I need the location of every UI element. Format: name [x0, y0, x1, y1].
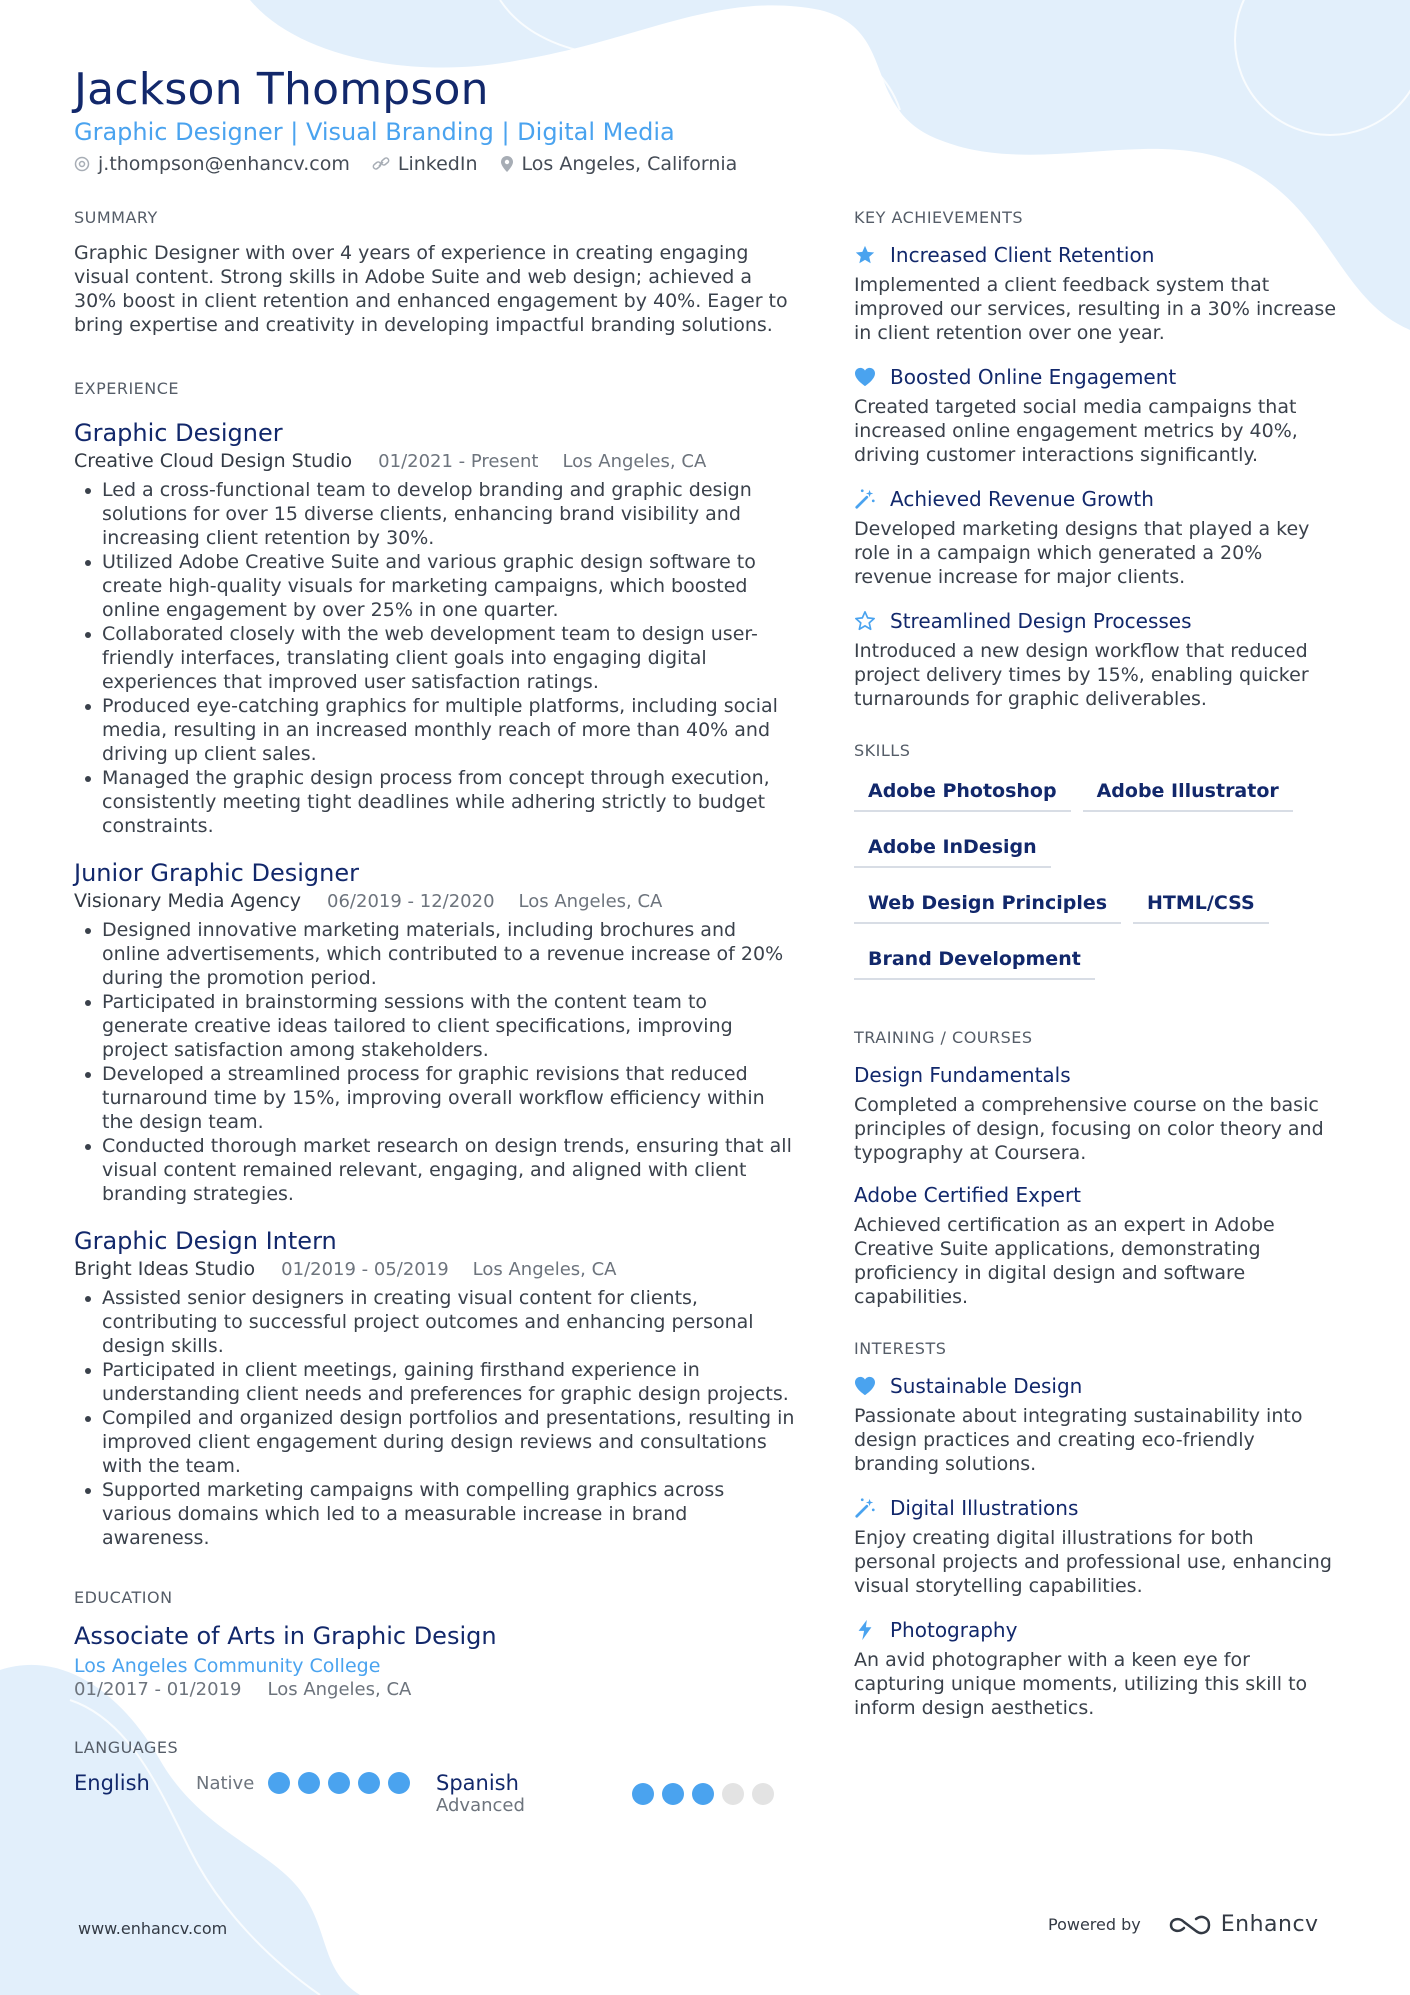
bullet-item: Collaborated closely with the web development team to design user-friendly interfaces, translating client goals into engaging digital experiences that improved user satisfaction ratings.	[74, 622, 798, 694]
link-icon	[372, 156, 390, 172]
achievement-text: Created targeted social media campaigns that increased online engagement metrics by 40%, driving customer interactions significantly.	[854, 396, 1298, 466]
languages-section	[74, 1738, 798, 1816]
bullet-item: Managed the graphic design process from concept through execution, consistently meeting tight deadlines while adhering strictly to budget constraints.	[74, 766, 798, 838]
interest-item	[854, 1616, 1340, 1720]
course-title: Design Fundamentals	[854, 1063, 1071, 1087]
interest-title: Digital Illustrations	[890, 1496, 1079, 1520]
rating-dot-empty	[722, 1783, 744, 1805]
at-icon	[74, 156, 90, 172]
brand-name: Enhancv	[1220, 1912, 1319, 1937]
interest-title: Sustainable Design	[890, 1374, 1083, 1398]
course-item	[854, 1181, 1340, 1309]
bullet-item: Designed innovative marketing materials, including brochures and online advertisements, which contributed to a revenue increase of 20% during the promotion period.	[74, 918, 798, 990]
education-dates: 01/2017 - 01/2019	[74, 1679, 242, 1700]
rating-dot-filled	[692, 1783, 714, 1805]
achievement-title: Boosted Online Engagement	[890, 365, 1177, 389]
skill-tag: Web Design Principles	[854, 886, 1121, 924]
section-title: INTERESTS	[854, 1339, 947, 1358]
rating-dot-filled	[388, 1772, 410, 1794]
degree-title: Associate of Arts in Graphic Design	[74, 1622, 497, 1650]
summary-text: Graphic Designer with over 4 years of experience in creating engaging visual content. Strong skills in Adobe Suite and web design; achieved a 30% boost in client retention and enhanced engagement by 40%. Eager to bring expertise and creativity in developing impactful branding solutions.	[74, 242, 788, 336]
star-outline-icon	[854, 610, 876, 632]
enhancv-logo-icon	[1167, 1913, 1213, 1937]
bullet-item: Utilized Adobe Creative Suite and various graphic design software to create high-quality visuals for marketing campaigns, which boosted online engagement by over 25% in one quarter.	[74, 550, 798, 622]
skill-tag: Brand Development	[854, 942, 1095, 980]
job-title: Graphic Designer	[74, 419, 283, 447]
job-title: Graphic Design Intern	[74, 1227, 337, 1255]
section-title: SKILLS	[854, 741, 911, 760]
bullet-item: Participated in brainstorming sessions with the content team to generate creative ideas tailored to client specifications, improving project satisfaction among stakeholders.	[74, 990, 798, 1062]
interest-text: Passionate about integrating sustainability into design practices and creating eco-friendly branding solutions.	[854, 1405, 1303, 1475]
company-name: Visionary Media Agency	[74, 890, 302, 912]
achievement-text: Introduced a new design workflow that reduced project delivery times by 15%, enabling quicker turnarounds for graphic deliverables.	[854, 640, 1309, 710]
job-title: Junior Graphic Designer	[74, 859, 359, 887]
rating-dot-filled	[268, 1772, 290, 1794]
bullet-item: Developed a streamlined process for graphic revisions that reduced turnaround time by 15%, improving overall workflow efficiency within the design team.	[74, 1062, 798, 1134]
achievement-item	[854, 607, 1340, 711]
headline: Graphic Designer | Visual Branding | Digital Media	[74, 118, 675, 146]
rating-dot-filled	[632, 1783, 654, 1805]
achievement-text: Implemented a client feedback system that improved our services, resulting in a 30% increase in client retention over one year.	[854, 274, 1337, 344]
course-text: Achieved certification as an expert in Adobe Creative Suite applications, demonstrating proficiency in digital design and software capabilities.	[854, 1214, 1275, 1308]
education-location: Los Angeles, CA	[267, 1679, 412, 1700]
section-title: EDUCATION	[74, 1588, 173, 1607]
language-level: Native	[196, 1772, 255, 1794]
company-name: Bright Ideas Studio	[74, 1258, 256, 1280]
bullet-item: Conducted thorough market research on design trends, ensuring that all visual content remained relevant, engaging, and aligned with client branding strategies.	[74, 1134, 798, 1206]
company-name: Creative Cloud Design Studio	[74, 450, 353, 472]
achievement-title: Increased Client Retention	[890, 243, 1155, 267]
language-item	[436, 1771, 798, 1816]
job-dates: 01/2019 - 05/2019	[281, 1259, 449, 1280]
contact-row	[74, 153, 759, 175]
language-name: English	[74, 1771, 150, 1795]
section-title: TRAINING / COURSES	[854, 1028, 1033, 1047]
experience-entry	[74, 1226, 798, 1550]
footer-website[interactable]: www.enhancv.com	[78, 1919, 228, 1938]
achievement-item	[854, 241, 1340, 345]
achievements-section	[854, 208, 1340, 711]
interest-title: Photography	[890, 1618, 1018, 1642]
achievement-text: Developed marketing designs that played a key role in a campaign which generated a 20% revenue increase for major clients.	[854, 518, 1310, 588]
bullet-item: Compiled and organized design portfolios and presentations, resulting in improved client engagement during design reviews and consultations with the team.	[74, 1406, 798, 1478]
section-title: LANGUAGES	[74, 1738, 179, 1757]
course-text: Completed a comprehensive course on the basic principles of design, focusing on color theory and typography at Coursera.	[854, 1094, 1324, 1164]
heart-icon	[854, 367, 876, 387]
linkedin-text: LinkedIn	[397, 153, 478, 175]
interest-text: Enjoy creating digital illustrations for both personal projects and professional use, enhancing visual storytelling capabilities.	[854, 1527, 1332, 1597]
language-rating	[268, 1772, 418, 1794]
interest-item	[854, 1494, 1340, 1598]
powered-by-label: Powered by	[1048, 1915, 1141, 1934]
lightning-icon	[854, 1619, 876, 1641]
education-section	[74, 1588, 798, 1700]
interest-item	[854, 1372, 1340, 1476]
rating-dot-filled	[328, 1772, 350, 1794]
experience-entry	[74, 418, 798, 838]
job-location: Los Angeles, CA	[472, 1259, 617, 1280]
left-column	[74, 208, 798, 1816]
achievement-item	[854, 363, 1340, 467]
job-location: Los Angeles, CA	[518, 891, 663, 912]
candidate-name: Jackson Thompson	[74, 64, 489, 115]
bullet-item: Led a cross-functional team to develop branding and graphic design solutions for over 15 diverse clients, enhancing brand visibility and increasing client retention by 30%.	[74, 478, 798, 550]
experience-entry	[74, 858, 798, 1206]
heart-icon	[854, 1376, 876, 1396]
achievement-title: Streamlined Design Processes	[890, 609, 1192, 633]
star-icon	[854, 244, 876, 266]
interests-section	[854, 1339, 1340, 1720]
skill-tag: Adobe Illustrator	[1083, 774, 1293, 812]
rating-dot-filled	[662, 1783, 684, 1805]
rating-dot-filled	[298, 1772, 320, 1794]
contact-location	[500, 153, 738, 175]
school-name: Los Angeles Community College	[74, 1655, 381, 1677]
location-pin-icon	[500, 155, 514, 173]
bullet-item: Assisted senior designers in creating visual content for clients, contributing to successful project outcomes and enhancing personal design skills.	[74, 1286, 798, 1358]
skill-tag: Adobe InDesign	[854, 830, 1051, 868]
rating-dot-filled	[358, 1772, 380, 1794]
right-column	[854, 208, 1340, 1738]
language-level: Advanced	[436, 1795, 525, 1816]
skills-section	[854, 741, 1340, 998]
interest-text: An avid photographer with a keen eye for capturing unique moments, utilizing this skill to inform design aesthetics.	[854, 1649, 1308, 1719]
course-item	[854, 1061, 1340, 1165]
magic-wand-icon	[854, 1497, 876, 1519]
contact-email[interactable]	[74, 153, 350, 175]
bullet-item: Supported marketing campaigns with compelling graphics across various domains which led to a measurable increase in brand awareness.	[74, 1478, 798, 1550]
bullet-item: Participated in client meetings, gaining firsthand experience in understanding client needs and preferences for graphic design projects.	[74, 1358, 798, 1406]
skill-tag: HTML/CSS	[1133, 886, 1269, 924]
language-item	[74, 1771, 436, 1795]
rating-dot-empty	[752, 1783, 774, 1805]
email-text: j.thompson@enhancv.com	[98, 153, 350, 175]
achievement-item	[854, 485, 1340, 589]
bullet-item: Produced eye-catching graphics for multiple platforms, including social media, resulting in an increased monthly reach of more than 40% and driving up client sales.	[74, 694, 798, 766]
section-title: SUMMARY	[74, 208, 158, 227]
job-location: Los Angeles, CA	[562, 451, 707, 472]
training-section	[854, 1028, 1340, 1309]
achievement-title: Achieved Revenue Growth	[890, 487, 1154, 511]
job-dates: 01/2021 - Present	[378, 451, 539, 472]
experience-section	[74, 379, 798, 1550]
job-dates: 06/2019 - 12/2020	[327, 891, 495, 912]
contact-linkedin[interactable]	[372, 153, 478, 175]
magic-wand-icon	[854, 488, 876, 510]
summary-section	[74, 208, 798, 337]
footer-branding	[1048, 1912, 1319, 1937]
section-title: KEY ACHIEVEMENTS	[854, 208, 1024, 227]
section-title: EXPERIENCE	[74, 379, 180, 398]
language-rating	[632, 1783, 782, 1805]
language-name: Spanish	[436, 1771, 519, 1795]
course-title: Adobe Certified Expert	[854, 1183, 1082, 1207]
skill-tag: Adobe Photoshop	[854, 774, 1071, 812]
location-text: Los Angeles, California	[521, 153, 738, 175]
